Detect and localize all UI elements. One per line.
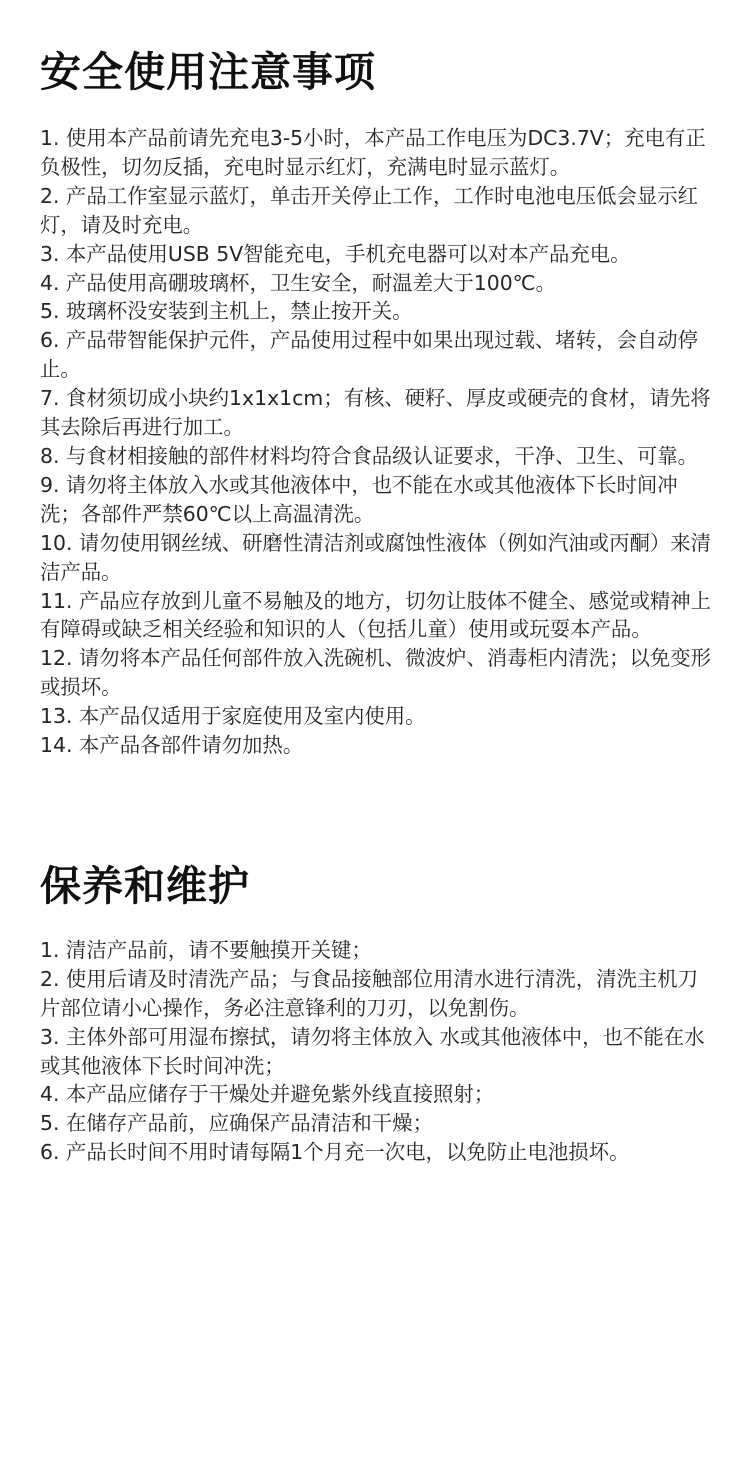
safety-rule-14: 14. 本产品各部件请勿加热。 <box>40 733 304 758</box>
safety-rule-6: 6. 产品带智能保护元件，产品使用过程中如果出现过载、堵转，会自动停止。 <box>40 328 699 382</box>
safety-rule-3: 3. 本产品使用USB 5V智能充电，手机充电器可以对本产品充电。 <box>40 241 631 266</box>
safety-section-title: 安全使用注意事项 <box>40 48 376 96</box>
safety-rule-4: 4. 产品使用高硼玻璃杯，卫生安全，耐温差大于100℃。 <box>40 270 556 295</box>
care-rule-6: 6. 产品长时间不用时请每隔1个月充一次电，以免防止电池损坏。 <box>40 1140 630 1165</box>
care-rule-1: 1. 清洁产品前，请不要触摸开关键； <box>40 937 372 962</box>
safety-rule-11: 11. 产品应存放到儿童不易触及的地方，切勿让肢体不健全、感觉或精神上有障碍或缺乏相关经验和知识的人（包括儿童）使用或玩耍本产品。 <box>40 588 712 642</box>
safety-rule-8: 8. 与食材相接触的部件材料均符合食品级认证要求，干净、卫生、可靠。 <box>40 443 699 468</box>
care-section-title: 保养和维护 <box>40 861 250 910</box>
care-rule-2: 2. 使用后请及时清洗产品；与食品接触部位用清水进行清洗，清洗主机刀片部位请小心操作，务必注意锋利的刀刃，以免割伤。 <box>40 966 699 1020</box>
safety-rule-10: 10. 请勿使用钢丝绒、研磨性清洁剂或腐蚀性液体（例如汽油或丙酮）来清洁产品。 <box>40 530 712 584</box>
care-rule-3: 3. 主体外部可用湿布擦拭，请勿将主体放入 水或其他液体中，也不能在水或其他液体下长时间冲洗； <box>40 1024 705 1078</box>
care-rule-5: 5. 在储存产品前，应确保产品清洁和干燥； <box>40 1111 433 1136</box>
care-rule-list <box>40 936 714 1167</box>
safety-rule-5: 5. 玻璃杯没安装到主机上，禁止按开关。 <box>40 299 413 324</box>
safety-rule-12: 12. 请勿将本产品任何部件放入洗碗机、微波炉、消毒柜内清洗；以免变形或损坏。 <box>40 646 712 700</box>
safety-rule-7: 7. 食材须切成小块约1x1x1cm；有核、硬籽、厚皮或硬壳的食材，请先将其去除后再进行加工。 <box>40 386 711 440</box>
safety-rule-9: 9. 请勿将主体放入水或其他液体中，也不能在水或其他液体下长时间冲洗；各部件严禁60℃以上高温清洗。 <box>40 472 678 526</box>
safety-rule-list <box>40 124 714 760</box>
care-rule-4: 4. 本产品应储存于干燥处并避免紫外线直接照射； <box>40 1082 495 1107</box>
safety-rule-13: 13. 本产品仅适用于家庭使用及室内使用。 <box>40 704 426 729</box>
safety-rule-1: 1. 使用本产品前请先充电3-5小时，本产品工作电压为DC3.7V；充电有正负极性，切勿反插，充电时显示红灯，充满电时显示蓝灯。 <box>40 126 706 179</box>
safety-rule-2: 2. 产品工作室显示蓝灯，单击开关停止工作，工作时电池电压低会显示红灯，请及时充电。 <box>40 183 699 237</box>
